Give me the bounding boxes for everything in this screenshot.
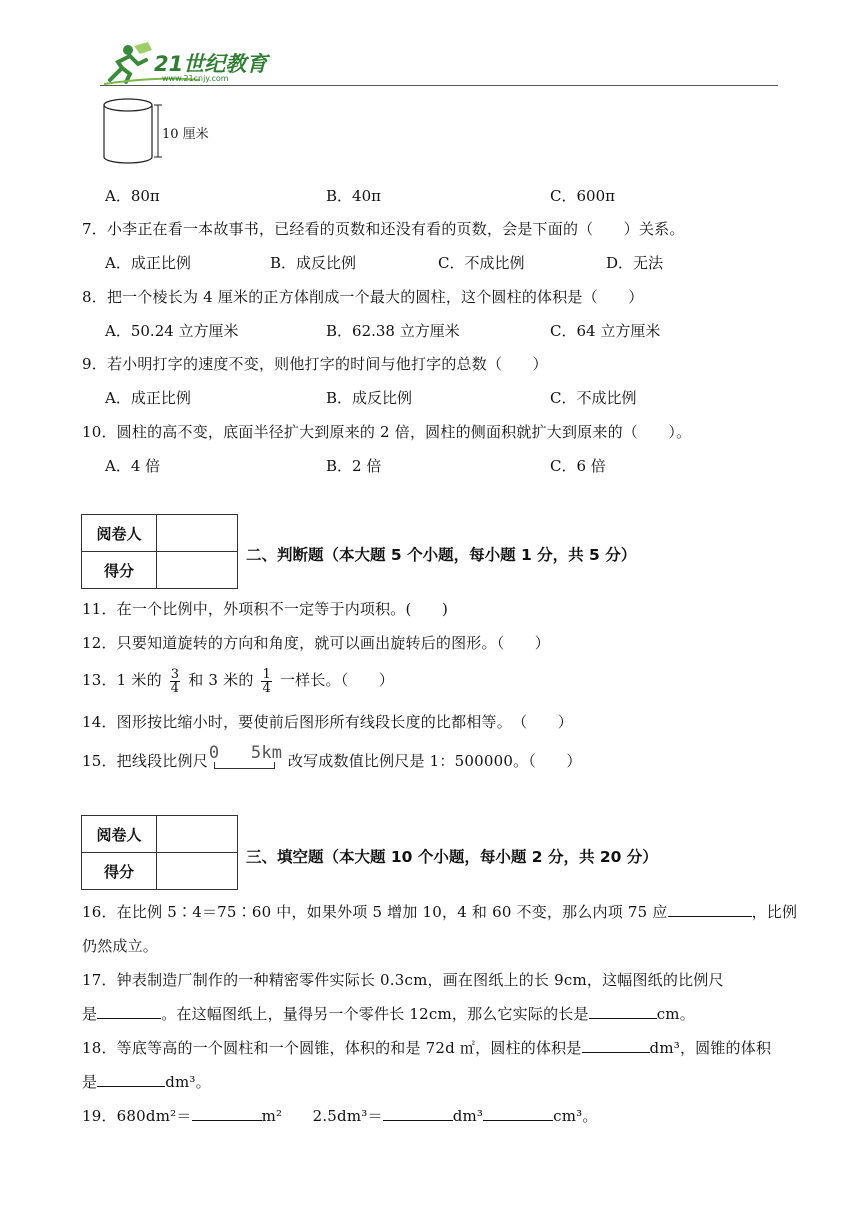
q17-line2: 是 。在这幅图纸上，量得另一个零件长 12cm，那么它实际的长是 cm。 xyxy=(82,1005,695,1023)
q13-part3: 一样长。（ ） xyxy=(279,671,395,689)
q17-line1: 17．钟表制造厂制作的一种精密零件实际长 0.3cm，画在图纸上的长 9cm，这幅图纸的比例尺 xyxy=(82,971,724,989)
q17-blank-scale[interactable] xyxy=(97,1004,161,1019)
q18-line1: 18．等底等高的一个圆柱和一个圆锥，体积的和是 72d ㎡，圆柱的体积是 dm³，圆锥的体积 xyxy=(82,1039,772,1057)
fraction-one-quarter: $\frac{1}{4}$ xyxy=(262,666,271,696)
q15-text xyxy=(82,743,582,772)
q6-option-c[interactable]: C．600π xyxy=(550,187,615,205)
q10-option-a[interactable]: A．4 倍 xyxy=(105,457,161,475)
q7-option-b[interactable]: B．成反比例 xyxy=(270,254,357,272)
grader-cell[interactable] xyxy=(157,816,238,853)
q15-part2: 改写成数值比例尺是 1：500000。（ ） xyxy=(287,752,582,770)
q13-part1: 13．1 米的 xyxy=(82,671,162,689)
q14-text: 14．图形按比缩小时，要使前后图形所有线段长度的比都相等。 （ ） xyxy=(82,713,573,731)
grader-cell[interactable] xyxy=(157,515,238,552)
q19-blank-m2[interactable] xyxy=(192,1106,262,1121)
scale-bar-zero: 0 xyxy=(208,743,220,763)
q8-text: 8．把一个棱长为 4 厘米的正方体削成一个最大的圆柱，这个圆柱的体积是（ ） xyxy=(82,288,644,306)
q13-text xyxy=(82,664,394,696)
fraction-three-quarters: $\frac{3}{4}$ xyxy=(170,666,180,696)
q19-blank-cm3[interactable] xyxy=(483,1106,553,1121)
q9-option-b[interactable]: B．成反比例 xyxy=(326,389,413,407)
grader-label: 阅卷人 xyxy=(82,515,157,552)
q9-option-a[interactable]: A．成正比例 xyxy=(105,389,191,407)
q19-blank-dm3[interactable] xyxy=(383,1106,453,1121)
grader-label: 阅卷人 xyxy=(82,816,157,853)
q7-option-d[interactable]: D．无法 xyxy=(606,254,664,272)
q17-blank-length[interactable] xyxy=(589,1004,657,1019)
q16-line1: 16．在比例 5∶4＝75∶60 中，如果外项 5 增加 10，4 和 60 不变，那么内项 75 应 ，比例 xyxy=(82,903,798,921)
q10-text: 10．圆柱的高不变，底面半径扩大到原来的 2 倍，圆柱的侧面积就扩大到原来的（ ）。 xyxy=(82,423,692,441)
q8-option-b[interactable]: B．62.38 立方厘米 xyxy=(326,322,460,340)
score-box-section3 xyxy=(81,815,238,890)
scale-bar-5km: 5km xyxy=(250,743,283,763)
q6-option-a[interactable]: A．80π xyxy=(105,187,160,205)
header-rule xyxy=(100,85,778,86)
q10-option-b[interactable]: B．2 倍 xyxy=(326,457,382,475)
q19-text: 19．680dm²＝ m² 2.5dm³＝ dm³ cm³。 xyxy=(82,1107,598,1125)
q9-text: 9．若小明打字的速度不变，则他打字的时间与他打字的总数（ ） xyxy=(82,355,548,373)
q8-option-a[interactable]: A．50.24 立方厘米 xyxy=(105,322,239,340)
section3-title: 三、填空题（本大题 10 个小题，每小题 2 分，共 20 分） xyxy=(246,848,658,866)
logo-url: www.21cnjy.com xyxy=(162,74,229,83)
q16-blank[interactable] xyxy=(668,902,752,917)
q16-line2: 仍然成立。 xyxy=(82,937,159,955)
q6-option-b[interactable]: B．40π xyxy=(326,187,381,205)
q7-option-a[interactable]: A．成正比例 xyxy=(105,254,191,272)
score-box-section2 xyxy=(81,514,238,589)
logo xyxy=(100,40,275,86)
scale-bar xyxy=(208,743,287,772)
q11-text: 11．在一个比例中，外项积不一定等于内项积。( ) xyxy=(82,600,448,618)
height-label: 10 厘米 xyxy=(162,127,209,142)
section2-title: 二、判断题（本大题 5 个小题，每小题 1 分，共 5 分） xyxy=(246,546,637,564)
q18-line2: 是 dm³。 xyxy=(82,1073,211,1091)
q15-part1: 15．把线段比例尺 xyxy=(82,752,208,770)
q12-text: 12．只要知道旋转的方向和角度，就可以画出旋转后的图形。（ ） xyxy=(82,634,550,652)
score-cell[interactable] xyxy=(157,552,238,589)
q9-option-c[interactable]: C．不成比例 xyxy=(550,389,637,407)
q10-option-c[interactable]: C．6 倍 xyxy=(550,457,606,475)
q18-blank-cone[interactable] xyxy=(97,1072,165,1087)
score-label: 得分 xyxy=(82,853,157,890)
q7-text: 7．小李正在看一本故事书，已经看的页数和还没有看的页数，会是下面的（ ）关系。 xyxy=(82,220,685,238)
score-label: 得分 xyxy=(82,552,157,589)
q13-part2: 和 3 米的 xyxy=(188,671,254,689)
q7-option-c[interactable]: C．不成比例 xyxy=(438,254,525,272)
logo-text: 21世纪教育 xyxy=(154,52,268,76)
q8-option-c[interactable]: C．64 立方厘米 xyxy=(550,322,661,340)
q18-blank-cylinder[interactable] xyxy=(582,1038,650,1053)
score-cell[interactable] xyxy=(157,853,238,890)
